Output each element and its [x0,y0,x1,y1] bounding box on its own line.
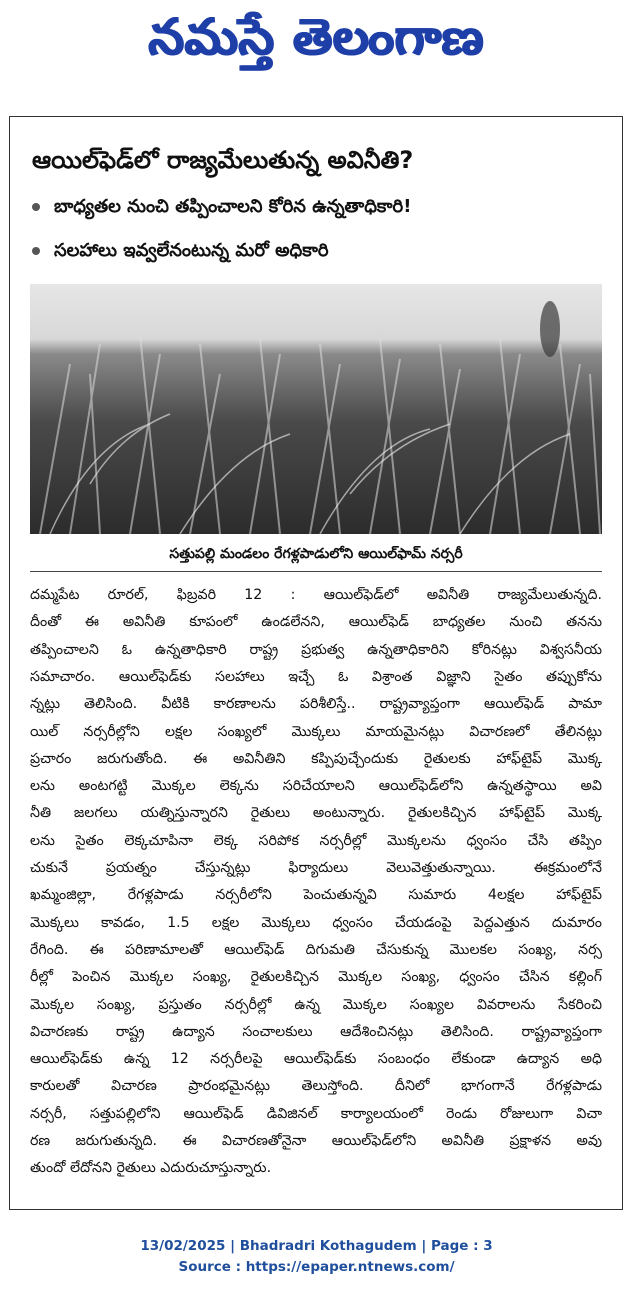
body-line: రణ జరుగుతున్నది. ఈ విచారణతోనైనా ఆయిల్‌ఫెడ్‌లోని అవినీతి ప్రక్షాళన అవు [30,1133,602,1149]
body-line: దమ్మపేట రూరల్, ఫిబ్రవరి 12 : ఆయిల్‌ఫెడ్‌లో అవినీతి రాజ్యమేలుతున్నది. [30,587,602,603]
body-line: మొక్కల సంఖ్య, ప్రస్తుతం నర్సరీల్లో ఉన్న మొక్కల సంఖ్యల వివరాలను సేకరించి [30,996,602,1013]
caption-divider [30,571,602,572]
body-line: లను అంటగట్టి మొక్కల లెక్కను సరిచేయాలని ఆయిల్‌ఫెడ్‌లోని ఉన్నతస్థాయి అవి [30,778,602,795]
masthead-title: నమస్తే తెలంగాణ [148,7,485,66]
body-line: సమాచారం. ఆయిల్‌ఫెడ్‌కు సలహాలు ఇచ్చే ఓ విశ్రాంత విజ్ఞాని సైతం తప్పుకోను [30,668,602,685]
body-line: ప్రచారం జరుగుతోంది. ఈ అవినీతిని కప్పిపుచ్చేందుకు రైతులకు హాఫ్‌టైప్ మొక్క [30,750,602,767]
body-line: రీల్లో పెంచిన మొక్కల సంఖ్య, రైతులకిచ్చిన మొక్కల సంఖ్య, ధ్వంసం చేసిన కల్లింగ్ [30,969,602,986]
body-line: దీంతో ఈ అవినీతి కూపంలో ఉండలేనని, ఆయిల్‌ఫెడ్ బాధ్యతల నుంచి తనను [30,614,602,631]
footer-source: Source : https://epaper.ntnews.com/ [178,1259,455,1275]
footer-dateline: 13/02/2025 | Bhadradri Kothagudem | Page : 3 [140,1238,493,1254]
subheading-text: బాధ్యతల నుంచి తప్పించాలని కోరిన ఉన్నతాధికారి! [54,196,412,217]
article-headline: ఆయిల్‌ఫెడ్‌లో రాజ్యమేలుతున్న అవినీతి? [32,146,414,174]
subheading-1 [32,194,602,220]
body-line: మొక్కలు కావడం, 1.5 లక్షల మొక్కలు ధ్వంసం చేయడంపై పెద్దఎత్తున దుమారం [30,914,602,931]
body-line: విచారణకు రాష్ట్ర ఉద్యాన సంచాలకులు ఆదేశించినట్లు తెలిసింది. రాష్ట్రవ్యాప్తంగా [30,1023,602,1040]
body-line: నీతి జలగలు యత్నిస్తున్నారని రైతులు అంటున్నారు. రైతులకిచ్చిన హాఫ్‌టైప్ మొక్క [30,805,602,822]
subheading-2 [32,238,602,264]
body-line: యిల్ నర్సరీల్లోని లక్షల సంఖ్యలో మొక్కలు మాయమైనట్లు విచారణలో తేలినట్లు [30,723,602,740]
body-line: తుందో లేదోనని రైతులు ఎదురుచూస్తున్నారు. [30,1160,272,1177]
oil-palm-nursery-photo [30,284,602,534]
photo-caption: సత్తుపల్లి మండలం రేగళ్లపాడులోని ఆయిల్‌ఫామ్ నర్సరీ [169,546,463,562]
body-line: చుకునే ప్రయత్నం చేస్తున్నట్లు ఫిర్యాదులు వెలువెత్తుతున్నాయి. ఈక్రమంలోనే [30,860,602,876]
body-line: లను సైతం లెక్కచూపినా లెక్క సరిపోక నర్సరీల్లో మొక్కలను ధ్వంసం చేసి తప్పిం [30,832,602,849]
news-article [9,116,623,1210]
body-line: తప్పించాలని ఓ ఉన్నతాధికారి రాష్ట్ర ప్రభుత్వ ఉన్నతాధికారిని కోరినట్లు విశ్వసనీయ [30,641,602,658]
body-line: ఖమ్మంజిల్లా, రేగళ్లపాడు నర్సరీలోని పెంచుతున్నవి సుమారు 4లక్షల హాఫ్‌టైప్ [30,887,602,904]
subheading-text: సలహాలు ఇవ్వలేనంటున్న మరో అధికారి [54,240,329,261]
body-line: నర్సరీ, సత్తుపల్లిలోని ఆయిల్‌ఫెడ్ డివిజినల్ కార్యాలయంలో రెండు రోజులుగా విచా [30,1105,602,1122]
bullet-icon [32,247,40,255]
body-line: ఆయిల్‌ఫెడ్‌కు ఉన్న 12 నర్సరీలపై ఆయిల్‌ఫెడ్‌కు సంబంధం లేకుండా ఉద్యాన అధి [30,1051,602,1068]
body-line: న్నట్లు తెలిసింది. వీటికి కారణాలను పరిశీలిస్తే.. రాష్ట్రవ్యాప్తంగా ఆయిల్‌ఫెడ్ పామా [30,696,602,713]
newspaper-masthead [0,4,633,82]
body-line: కారులతో విచారణ ప్రారంభమైనట్లు తెలుస్తోంది. దీనిలో భాగంగానే రేగళ్లపాడు [30,1078,602,1095]
bullet-icon [32,203,40,211]
palm-leaves-illustration [30,284,602,534]
body-line: రేగింది. ఈ పరిణామాలతో ఆయిల్‌ఫెడ్ దిగుమతి చేసుకున్న మొలకల సంఖ్య, నర్స [30,941,602,958]
